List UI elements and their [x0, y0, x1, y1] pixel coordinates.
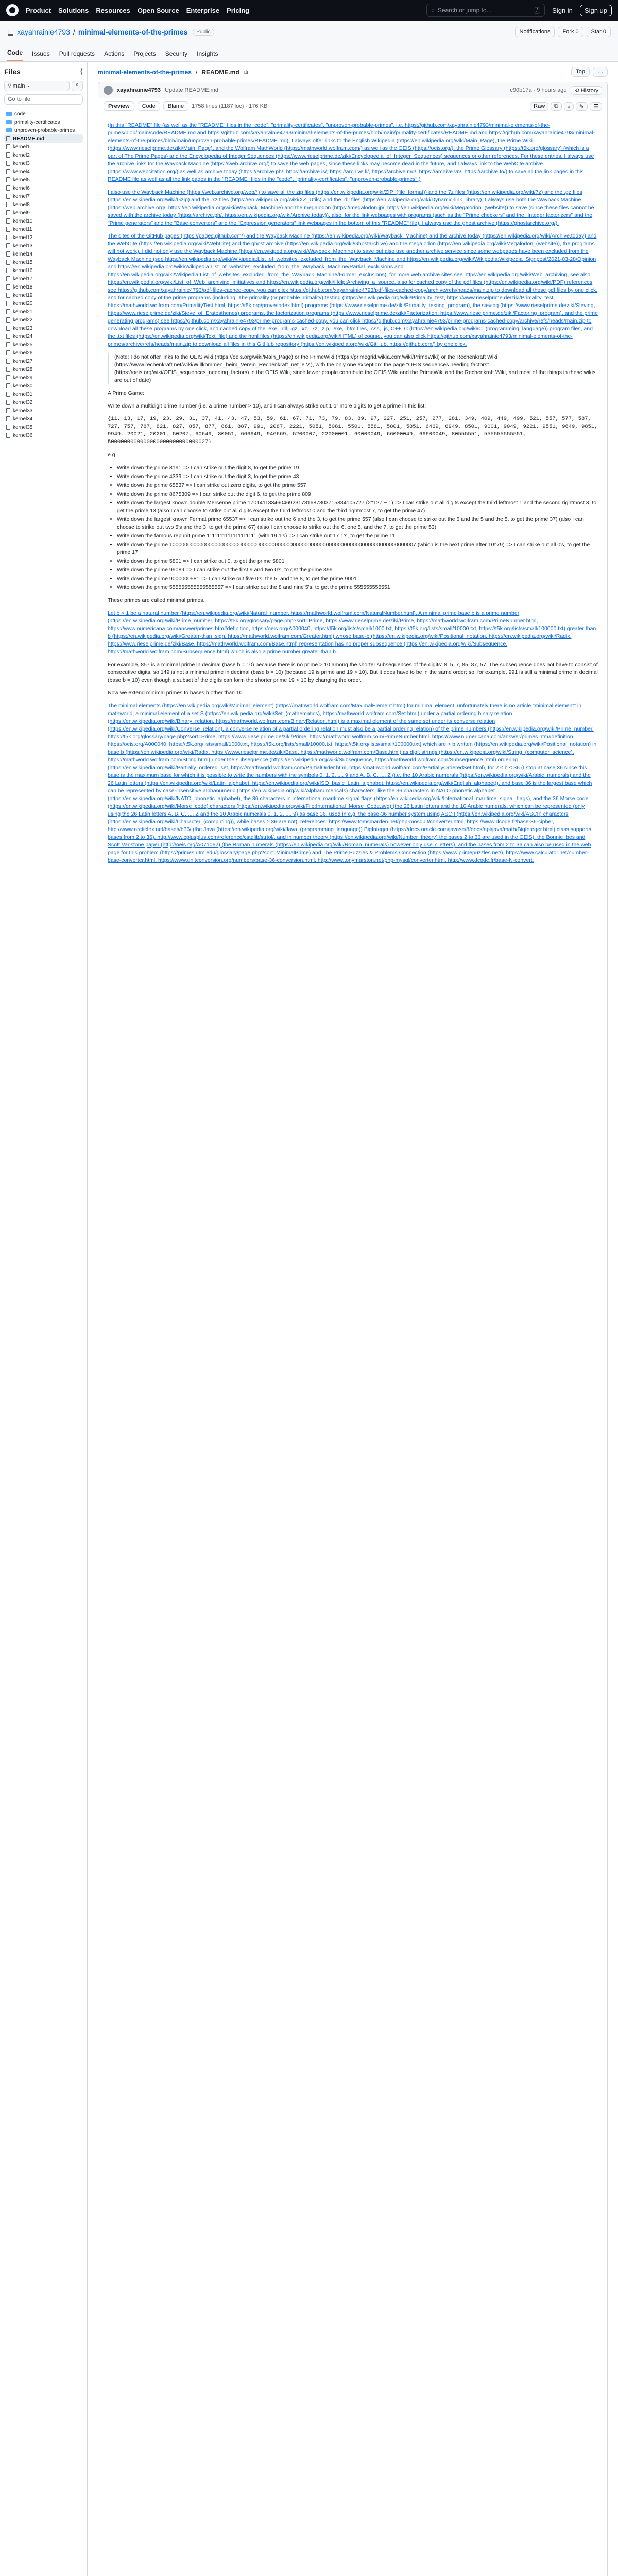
minimal-primes-title: These primes are called minimal primes.	[108, 597, 205, 603]
sidebar-file-item[interactable]	[4, 291, 83, 299]
visibility-badge: Public	[193, 29, 214, 36]
sidebar-folder-item[interactable]	[4, 110, 83, 118]
sidebar-item-label: kernel4	[13, 168, 30, 175]
example-item: • Write down the prime 8191 => I can strike out the digit 8, to get the prime 19	[117, 464, 598, 472]
file-icon	[6, 202, 10, 207]
commit-meta: c90b17a · 9 hours ago	[510, 87, 567, 93]
sidebar-folder-item[interactable]	[4, 126, 83, 134]
sidebar-item-label: kernel16	[13, 267, 33, 274]
sidebar-file-item[interactable]	[4, 341, 83, 349]
sidebar-file-item[interactable]	[4, 283, 83, 291]
example-item: • Write down the largest known Fermat prime 65537 => I can strike out the 6 and the 3, to get the prime 557 (also I can choose to strike out the 6 and the 5 and the 5, to get the prime 37) (also I can choose to strike out two 5's and the 3, to get the prime 67) (also I can choose to strike out the 6, one 5, and the 7, to get the prime 53)	[117, 516, 598, 531]
file-icon	[6, 326, 10, 331]
sidebar-file-item[interactable]	[4, 151, 83, 159]
tab-security[interactable]: Security	[165, 50, 188, 57]
sidebar-item-label: kernel31	[13, 391, 33, 397]
branch-selector[interactable]: ⑂ main ▾	[4, 81, 70, 91]
file-tools	[530, 102, 602, 111]
example-item: • Write down the prime 65537 => I can strike out zero digits, to get the prime 557	[117, 482, 598, 489]
example-item: • Write down the prime 5801 => I can strike out 0, to get the prime 5801	[117, 557, 598, 565]
github-logo-icon[interactable]	[6, 4, 19, 16]
readme-archive-note[interactable]: I also use the Wayback Machine (https://web.archive.org/web/*) to save all the zip files (https://en.wikipedia.org/wiki/ZIP_(file_format)) and the 7z files (https://en.wikipedia.org/wiki/7z) and the .gz files (https://en.wikipedia.org/wiki/Gzip) and the .xz files (https://en.wikipedia.org/wiki/XZ_Utils) and the .dll files (https://en.wikipedia.org/wiki/Dynamic-link_library), I always use both the Wayback Machine (https://web.archive.org/, https://en.wikipedia.org/wiki/Wayback_Machine) and the megalodon (https://megalodon.jp/, https://en.wikipedia.org/wiki/Megalodon_(website)) to save (since these files cannot be saved with the archive today (https://archive.ph/, https://en.wikipedia.org/wiki/Archive.today)), also, for the link webpages with programs (such as the "Prime checkers" and the "Integer factorizers" and the "Prime generators" and the "Base converters" and the "Expression generators" link webpages in the bottom of this "README" file), I always use the ghost archive (https://ghostarchive.org/).	[108, 189, 594, 226]
file-icon	[6, 433, 10, 438]
sidebar-item-label: kernel8	[13, 201, 30, 208]
example-item: • Write down the prime 1000000000000000000000000000000000000000000000000000000000000000000000000000000007 (which is the next prime after 10^79) => I can strike out all 0's, to get the prime 17	[117, 541, 598, 556]
sidebar-file-item[interactable]	[4, 233, 83, 242]
minimal-prime-definition[interactable]: Let b > 1 be a natural number (https://en.wikipedia.org/wiki/Natural_number, https://mathworld.wolfram.com/NaturalNumber.html). A minimal prime base b is a prime number (https://en.wikipedia.org/wiki/Prime_number, https://t5k.org/glossary/page.php?sort=Prime, https://www.rieselprime.de/ziki/Prime, https://mathworld.wolfram.com/PrimeNumber.html, https://www.numericana.com/answer/primes.htm#definition, https://oeis.org/A000040, https://t5k.org/lists/small/1000.txt, https://t5k.org/lists/small/10000.txt, https://t5k.org/lists/small/100000.txt) greater than b (https://en.wikipedia.org/wiki/Greater-than_sign, https://mathworld.wolfram.com/Greater.html) whose base-b (https://en.wikipedia.org/wiki/Positional_notation, https://en.wikipedia.org/wiki/Radix, https://www.rieselprime.de/ziki/Base, https://mathworld.wolfram.com/Base.html) representation has no proper subsequence (https://en.wikipedia.org/wiki/Subsequence, https://mathworld.wolfram.com/Subsequence.html) which is also a prime number greater than b.	[108, 610, 596, 655]
sidebar-file-item[interactable]	[4, 209, 83, 217]
nav-open-source[interactable]: Open Source	[137, 6, 179, 14]
folder-icon	[6, 128, 12, 132]
sidebar-item-label: kernel5	[13, 177, 30, 183]
file-icon	[6, 251, 10, 257]
example-item: • Write down the prime 99089 => I can strike out the first 9 and two 0's, to get the prime 899	[117, 566, 598, 574]
sidebar-file-item[interactable]	[4, 225, 83, 233]
file-icon	[6, 268, 10, 273]
example-item: • Write down the prime 555555555555555557 => I can strike out the 8 and nine 5's, to get the prime 555555555551	[117, 584, 598, 591]
example-item: • Write down the prime 9000000581 => I can strike out five 0's, the 5, and the 8, to get the prime 9001	[117, 575, 598, 583]
copy-raw-icon[interactable]: ⧉	[551, 102, 562, 111]
file-content-box	[98, 98, 608, 2576]
nav-pricing[interactable]: Pricing	[227, 6, 250, 14]
sidebar-file-item[interactable]	[4, 398, 83, 406]
file-icon	[6, 194, 10, 199]
prime-game-title: A Prime Game:	[108, 390, 145, 396]
sidebar-item-label: kernel11	[13, 226, 32, 232]
repo-name-link[interactable]: minimal-elements-of-the-primes	[78, 28, 188, 36]
tab-pull-requests[interactable]: Pull requests	[59, 50, 95, 57]
sidebar-item-label: kernel22	[13, 317, 33, 323]
search-shortcut: /	[534, 7, 540, 14]
file-icon	[6, 152, 10, 158]
sidebar-item-label: kernel13	[13, 243, 33, 249]
example-item: • Write down the prime 4339 => I can strike out the digit 3, to get the prime 43	[117, 473, 598, 481]
search-placeholder: Search or jump to...	[437, 7, 492, 14]
file-icon	[6, 334, 10, 339]
file-icon	[6, 400, 10, 405]
tab-code[interactable]: Code	[7, 49, 23, 61]
raw-button[interactable]: Raw	[530, 102, 548, 111]
sidebar-file-item[interactable]	[4, 299, 83, 308]
notifications-button[interactable]: Notifications	[515, 27, 555, 37]
file-icon	[6, 210, 10, 215]
breadcrumb-separator: /	[196, 68, 198, 76]
sidebar-item-label: README.md	[13, 135, 45, 142]
breadcrumb-file: README.md	[201, 68, 239, 76]
sidebar-file-item[interactable]	[4, 406, 83, 415]
tab-issues[interactable]: Issues	[32, 50, 50, 57]
file-icon	[6, 350, 10, 355]
sidebar-item-label: kernel2	[13, 152, 30, 158]
branch-row	[4, 81, 83, 91]
readme-body	[98, 114, 607, 877]
sidebar-item-label: kernel24	[13, 333, 33, 340]
nav-enterprise[interactable]: Enterprise	[186, 6, 220, 14]
file-icon	[6, 276, 10, 281]
file-icon	[6, 243, 10, 248]
sidebar-file-item[interactable]	[4, 390, 83, 398]
commit-author[interactable]: xayahrainie4793	[117, 87, 161, 93]
sidebar-file-item[interactable]	[4, 275, 83, 283]
file-icon	[6, 218, 10, 224]
file-toolbar	[98, 98, 607, 114]
file-icon	[6, 359, 10, 364]
sidebar-title: Files	[4, 67, 21, 76]
minimal-elements-paragraph[interactable]: The minimal elements (https://en.wikipedia.org/wiki/Minimal_element) (https://mathworld.wolfram.com/MaximalElement.html) for minimal element, unfortunately there is no article "minimal element" in mathworld, a minimal element of a set S (https://en.wikipedia.org/wiki/Set_(mathematics), https://mathworld.wolfram.com/Set.html) under a partial ordering binary relation (https://en.wikipedia.org/wiki/Binary_relation, https://mathworld.wolfram.com/BinaryRelation.html) is a maximal element of the same set under its converse relation (https://en.wikipedia.org/wiki/Converse_relation), a converse relation of a partial ordering relation must also be a partial ordering relation) of the prime numbers (https://en.wikipedia.org/wiki/Prime_number, https://t5k.org/glossary/page.php?sort=Prime, https://www.rieselprime.de/ziki/Prime, https://mathworld.wolfram.com/PrimeNumber.html, https://www.numericana.com/answer/primes.htm#definition, https://oeis.org/A000040, https://t5k.org/lists/small/1000.txt, https://t5k.org/lists/small/10000.txt, https://t5k.org/lists/small/100000.txt) which are > b written (https://en.wikipedia.org/wiki/Positional_notation) in base b (https://en.wikipedia.org/wiki/Radix, https://www.rieselprime.de/ziki/Base, https://mathworld.wolfram.com/Base.html) as digit strings (https://en.wikipedia.org/wiki/String_(computer_science), https://mathworld.wolfram.com/String.html) under the subsequence (https://en.wikipedia.org/wiki/Subsequence, https://mathworld.wolfram.com/Subsequence.html) ordering (https://en.wikipedia.org/wiki/Partially_ordered_set, https://mathworld.wolfram.com/PartialOrder.html, https://mathworld.wolfram.com/PartiallyOrderedSet.html), for 2 ≤ b ≤ 36 (I stop at base 36 since this base is the maximum base for which it is possible to write the numbers with the symbols 0, 1, 2, ..., 9 and A, B, C, ..., Z (i.e. the 10 Arabic numerals (https://en.wikipedia.org/wiki/Arabic_numerals) and the 26 Latin letters (https://en.wikipedia.org/wiki/Latin_alphabet, https://en.wikipedia.org/wiki/ISO_basic_Latin_alphabet, https://en.wikipedia.org/wiki/English_alphabet)), and base 36 is the largest base which can be represented by case-insensitive alphanumeric (https://en.wikipedia.org/wiki/Alphanumericals) characters, like the 36 characters in NATO phonetic alphabet (https://en.wikipedia.org/wiki/NATO_phonetic_alphabet), the 36 characters in international maritime signal flags (https://en.wikipedia.org/wiki/International_maritime_signal_flags), and the 36 Morse code (https://en.wikipedia.org/wiki/Morse_code) characters (https://en.wikipedia.org/wiki/File:International_Morse_Code.svg) (the 26 Latin letters and the 10 Arabic numerals, which can be represented (only using the 26 Latin letters A, B, C, ..., Z and the 10 Arabic numerals 0, 1, 2, ..., 9) as base 36, used in e.g. the base-36 number system using ASCII (https://en.wikipedia.org/wiki/ASCII) characters (https://en.wikipedia.org/wiki/Character_(computing)), while bases ≥ 36 are not), references: https://www.tomsmarden.net/php-mosquit/converter.html, https://www.dcode.fr/base-36-cipher, http://www.arcticfox.net/bases/b36/ (the Java (https://en.wikipedia.org/wiki/Java_(programming_language)) BigInteger (https://docs.oracle.com/javase/8/docs/api/java/math/BigInteger.html) class supports bases from 2 to 36), http://www.cplusplus.com/reference/cstdlib/strtol/, and in number theory (https://en.wikipedia.org/wiki/Number_theory) the bases 2 to 36 are used in the OEIS), the Bonnie Ibes and Scott Vanstone paper (http://oeis.org/A071062) (the Roman numerals (https://en.wikipedia.org/wiki/Roman_numerals) however only use 7 letters), and the bases from 2 to 36 can also be used in the web page for this problem (https://primes.utm.edu/glossary/page.php?sort=MinimalPrime) and The Prime Puzzles & Problems Connection (https://www.primepuzzles.net/), https://www.calculator.net/number-base-converter.html, https://www.unitconversion.org/numbers/base-36-conversion.html, http://www.tonymarston.net/php-mysql/converter.html, http://www.dcode.fr/base-N-convert.	[108, 703, 597, 863]
example-item: • Write down the famous repunit prime 1111111111111111111 (with 19 1's) => I can strike out 17 1's, to get the prime 11	[117, 532, 598, 540]
global-header	[0, 0, 618, 21]
sign-up-button[interactable]: Sign up	[580, 5, 612, 16]
file-icon	[6, 185, 10, 191]
file-icon	[6, 144, 10, 149]
latest-commit-bar	[98, 82, 608, 98]
sidebar-item-label: kernel9	[13, 210, 30, 216]
sidebar-item-label: code	[14, 111, 26, 117]
sidebar-file-item[interactable]	[4, 176, 83, 184]
sidebar-item-label: kernel36	[13, 432, 33, 438]
sidebar-item-label: kernel28	[13, 366, 33, 372]
repo-tabs	[0, 43, 618, 62]
download-icon[interactable]: ⤓	[564, 102, 574, 111]
file-icon	[6, 416, 10, 421]
tab-preview[interactable]: Preview	[104, 101, 134, 111]
file-tree-sidebar	[0, 62, 88, 2576]
breadcrumb-repo[interactable]: minimal-elements-of-the-primes	[98, 68, 192, 76]
examples-label: e.g.	[108, 452, 117, 458]
sidebar-file-item[interactable]	[4, 250, 83, 258]
file-icon	[6, 375, 10, 380]
sidebar-item-label: kernel3	[13, 160, 30, 166]
breadcrumb	[98, 67, 608, 77]
sidebar-file-item[interactable]	[4, 167, 83, 176]
file-icon	[6, 301, 10, 306]
file-icon	[6, 235, 10, 240]
sidebar-file-item[interactable]	[4, 415, 83, 423]
file-icon	[6, 293, 10, 298]
sidebar-file-item[interactable]	[4, 365, 83, 374]
sidebar-file-item[interactable]	[4, 423, 83, 431]
sidebar-item-label: kernel19	[13, 292, 33, 298]
tab-code-view[interactable]: Code	[138, 101, 160, 111]
sidebar-file-item[interactable]	[4, 143, 83, 151]
file-icon	[6, 342, 10, 347]
outline-icon[interactable]: ☰	[590, 102, 602, 111]
sidebar-item-label: kernel18	[13, 284, 33, 290]
repo-icon: ▤	[7, 27, 14, 36]
sidebar-item-label: primality-certificates	[14, 119, 60, 125]
repo-separator: /	[73, 28, 75, 36]
nav-product[interactable]: Product	[26, 6, 52, 14]
readme-intro[interactable]: (In this "README" file (as well as the "README" files in the "code", "primality-certificates", "unproven-probable-primes", i.e. https://github.com/xayahrainie4793/minimal-elements-of-the-primes/blob/main/code/README.md and https://github.com/xayahrainie4793/minimal-elements-of-the-primes/blob/main/primality-certificates/README.md and https://github.com/xayahrainie4793/minimal-elements-of-the-primes/blob/main/unproven-probable-primes/README.md), I always offer links to the English Wikipedia (https://en.wikipedia.org/wiki/Main_Page), the Prime Wiki (https://www.rieselprime.de/ziki/Main_Page), and the Wolfram MathWorld (https://mathworld.wolfram.com/) as well as the OEIS (https://oeis.org/), the Prime Glossary (https://t5k.org/glossary) (which is a part of The Prime Pages) and the Encyclopedia of Integer Sequences (https://www.rieselprime.de/ziki/Encyclopedia_of_Integer_Sequences) sequences or other references. For these entries, I always use the archive links for the Wayback Machine (https://web.archive.org/) to save the web pages, since these links may become dead in the future, and I always link to the WebCite archive (https://www.webcitation.org/) as well as archive.today (https://archive.ph/, https://archive.is/, https://archive.li/, https://archive.md/, https://archive.vn/, https://archive.fo/) to save all the link pages in this README file as well as all the link pages in the "README" files in the "code", "primality-certificates", "unproven-probable-primes".)	[108, 122, 595, 182]
sidebar-file-item[interactable]	[4, 431, 83, 439]
nav-resources[interactable]: Resources	[96, 6, 130, 14]
file-icon	[6, 260, 10, 265]
sidebar-item-label: kernel23	[13, 325, 33, 331]
more-options-icon[interactable]: ⋯	[593, 67, 608, 77]
file-icon	[6, 317, 10, 323]
file-tree	[4, 110, 83, 439]
copy-path-icon[interactable]: ⧉	[243, 68, 248, 75]
sidebar-file-item[interactable]	[4, 266, 83, 275]
sidebar-item-label: kernel26	[13, 350, 33, 356]
sidebar-item-label: kernel14	[13, 251, 33, 257]
sidebar-item-label: kernel20	[13, 300, 33, 307]
sidebar-item-label: kernel32	[13, 399, 33, 405]
file-icon	[6, 309, 10, 314]
main-area	[0, 62, 618, 2576]
sidebar-file-item[interactable]	[4, 159, 83, 167]
sidebar-item-label: kernel27	[13, 358, 33, 364]
history-label: History	[580, 87, 598, 94]
examples-list	[117, 464, 598, 591]
prime-game-text: Write down a multidigit prime number (i.e. a prime number > 10), and I can always strike out 1 or more digits to get a prime in this list:	[108, 403, 426, 409]
sidebar-file-item[interactable]	[4, 258, 83, 266]
sidebar-file-item[interactable]	[4, 134, 83, 143]
example-item: • Write down the largest known double Mersenne prime 170141183460469231731687303715884105727 (2^127 − 1) => I can strike out all digits except the third leftmost 1 and the second rightmost 3, to get the prime 13 (also I can choose to strike out all digits except the third leftmost 0 and the third rightmost 7, to get the prime 47)	[117, 499, 598, 515]
sign-in-link[interactable]: Sign in	[552, 6, 573, 14]
repo-actions	[515, 27, 611, 37]
file-icon	[6, 367, 10, 372]
sidebar-item-label: kernel7	[13, 193, 30, 199]
file-icon	[6, 161, 10, 166]
history-button[interactable]: ⟲ History	[571, 86, 602, 95]
sidebar-header	[4, 67, 83, 76]
tab-actions[interactable]: Actions	[104, 50, 125, 57]
sidebar-file-item[interactable]	[4, 349, 83, 357]
sidebar-item-label: kernel1	[13, 144, 30, 150]
sidebar-item-label: kernel29	[13, 375, 33, 381]
go-to-file-input[interactable]: Go to file	[4, 94, 83, 105]
file-icon	[6, 392, 10, 397]
sidebar-file-item[interactable]	[4, 357, 83, 365]
sidebar-file-item[interactable]	[4, 192, 83, 200]
sidebar-item-label: kernel25	[13, 342, 33, 348]
star-button[interactable]: Star 0	[587, 27, 611, 37]
sidebar-item-label: kernel15	[13, 259, 33, 265]
sidebar-file-item[interactable]	[4, 308, 83, 316]
collapse-sidebar-icon[interactable]: ⟨	[80, 67, 83, 75]
file-icon	[6, 425, 10, 430]
sidebar-file-item[interactable]	[4, 200, 83, 209]
repo-owner-link[interactable]: xayahrainie4793	[17, 28, 70, 36]
global-search-input[interactable]	[426, 4, 545, 17]
search-icon: ⌕	[431, 6, 435, 14]
file-stats: 1758 lines (1187 loc) · 176 KB	[192, 103, 268, 109]
sidebar-item-label: kernel35	[13, 424, 33, 430]
sidebar-item-label: kernel30	[13, 383, 33, 389]
file-icon	[6, 177, 10, 182]
sidebar-file-item[interactable]	[4, 324, 83, 332]
sidebar-item-label: kernel10	[13, 218, 33, 224]
sidebar-file-item[interactable]	[4, 332, 83, 341]
example-item: • Write down the prime 8675309 => I can strike out the digit 6, to get the prime 809	[117, 490, 598, 498]
file-icon	[6, 136, 10, 141]
extension-note: Now we extend minimal primes to bases b other than 10.	[108, 690, 244, 696]
file-icon	[6, 408, 10, 413]
sidebar-file-item[interactable]	[4, 184, 83, 192]
sidebar-file-item[interactable]	[4, 382, 83, 390]
global-nav	[26, 7, 249, 14]
example-paragraph: For example, 857 is a minimal prime in decimal (base b = 10) because there is no prime > 10 among the shorter subsequences of the digits: 8, 5, 7, 85, 87, 57. The subsequence does not have to consist of consecutive digits, so 149 is not a minimal prime in decimal (base b = 10) (because 19 is prime and 19 > 10). But it does have to be in the same order; so, for example, 991 is still a minimal prime in decimal (base b = 10) even though a subset of the digits can form the shorter prime 19 > 10 by changing the order.	[108, 662, 598, 683]
sidebar-item-label: kernel17	[13, 276, 33, 282]
commit-message[interactable]: Update README.md	[165, 87, 218, 93]
sidebar-item-label: unproven-probable-primes	[14, 127, 75, 133]
folder-icon	[6, 112, 12, 116]
sidebar-folder-item[interactable]	[4, 118, 83, 126]
top-button[interactable]: Top	[571, 67, 590, 77]
edit-icon[interactable]: ✎	[576, 102, 588, 111]
search-files-icon[interactable]: ⌕	[72, 81, 83, 91]
file-view	[88, 62, 618, 2576]
prime-list: {11, 13, 17, 19, 23, 29, 31, 37, 41, 43, 47, 53, 59, 61, 67, 71, 73, 79, 83, 89, 97, 227, 251, 257, 277, 281, 349, 409, 449, 499, 521, 557, 577, 587, 727, 757, 787, 821, 827, 857, 877, 881, 887, 991, 2087, 2221, 5051, 5081, 5501, 5581, 5801, 5851, 6469, 6949, 8501, 9001, 9049, 9221, 9551, 9649, 9851, 9949, 20021, 20201, 50207, 60649, 80051, 666649, 946669, 5200007, 22000001, 60000049, 66000049, 66600049, 80555551, 555555555551, 5000000000000000000000000000027}	[108, 416, 598, 445]
sidebar-file-item[interactable]	[4, 242, 83, 250]
sidebar-item-label: kernel34	[13, 416, 33, 422]
fork-button[interactable]: Fork 0	[558, 27, 583, 37]
avatar[interactable]	[104, 86, 113, 95]
file-icon	[6, 169, 10, 174]
file-icon	[6, 383, 10, 388]
readme-oeis-note: (Note: I do not offer links to the OEIS wiki (https://oeis.org/wiki/Main_Page) or the PrimeWiki (https://primegrid.wikia.com/wiki/PrimeWiki) or the Rechenkraft Wiki (https://www.rechenkraft.net/wiki/Willkommen_beim_Verein_Rechenkraft_net_e.V.), with the only one exception: the page "OEIS sequences needing factors" (https://oeis.org/wiki/OEIS_sequences_needing_factors) in the OEIS Wiki, since fewer people contribute the OEIS Wiki and the PrimeWiki and the Rechenkraft Wiki, and most of the things in these wikis are out of date)	[108, 353, 598, 384]
sidebar-item-label: kernel12	[13, 234, 33, 241]
sidebar-file-item[interactable]	[4, 217, 83, 225]
file-icon	[6, 284, 10, 290]
readme-sites-note[interactable]: The sites of the GitHub pages (https://pages.github.com/) and the Wayback Machine (https://en.wikipedia.org/wiki/Wayback_Machine) and the archive.today (https://en.wikipedia.org/wiki/Archive.today) and the WebCite (https://en.wikipedia.org/wiki/WebCite) and the ghost archive (https://en.wikipedia.org/wiki/Ghostarchive) and the megalodon (https://en.wikipedia.org/wiki/Megalodon_(website)), the programs will not work), I did not only use the Wayback Machine (https://en.wikipedia.org/wiki/Wayback_Machine) to save but also use another archive service since some webpages have been excluded from the Wayback Machine (see https://en.wikipedia.org/wiki/Wikipedia:List_of_websites_excluded_from_the_Wayback_Machine and https://en.wikipedia.org/wiki/Wikipedia:Wikipedia_Signpost/2021-03-28/Opinion and https://en.wikipedia.org/wiki/Wikipedia:List_of_websites_excluded_from_the_Wayback_Machine/Partial_exclusions and https://en.wikipedia.org/wiki/Wikipedia:List_of_websites_excluded_from_the_Wayback_Machine/Former_exclusions), for more web archive sites see https://en.wikipedia.org/wiki/Web_archiving, see also https://en.wikipedia.org/wiki/List_of_Web_archiving_initiatives and https://en.wikipedia.org/wiki/Help:Archiving_a_source, also for cached copy of the pdf files (https://en.wikipedia.org/wiki/PDF) references see https://github.com/xayahrainie4793/pdf-files-cached-copy, you can click https://github.com/xayahrainie4793/pdf-files-cached-copy/archive/refs/heads/main.zip to download all these pdf files by one click, and for cached copy of the prime programs (including: The primality (or probable primality) testing (https://en.wikipedia.org/wiki/Primality_test, https://www.rieselprime.de/ziki/Primality_test, https://mathworld.wolfram.com/PrimalityTest.html, https://t5k.org/prove/index.html) programs (https://www.rieselprime.de/ziki/Primality_testing_program), the sieving (https://www.rieselprime.de/ziki/Sieving, https://www.rieselprime.de/ziki/Sieve_of_Eratosthenes) programs, the factorization programs (https://www.rieselprime.de/ziki/Factorization, https://www.rieselprime.de/ziki/Factoring_program), and the prime generating programs) see https://github.com/xayahrainie4793/prime-programs-cached-copy, you can click https://github.com/xayahrainie4793/prime-programs-cached-copy/archive/refs/heads/main.zip to download all these programs by one click, and cached copy of the .exe, .dll, .gz, .xz, .7z, .zip, .exe, .htm files, .css, .js, C++, C (https://en.wikipedia.org/wiki/C_(programming_language)) program files, and the .txt files (https://en.wikipedia.org/wiki/Text_file) and the html files (https://en.wikipedia.org/wiki/HTML) of course, you can also click https://github.com/xayahrainie4793/minimal-elements-of-the-primes/archive/refs/heads/main.zip to download all files in this GitHub repository (https://en.wikipedia.org/wiki/GitHub, https://github.com/) by one click.	[108, 233, 598, 347]
branch-name: main	[12, 83, 25, 89]
tab-projects[interactable]: Projects	[133, 50, 156, 57]
sidebar-file-item[interactable]	[4, 374, 83, 382]
sidebar-item-label: kernel33	[13, 408, 33, 414]
sidebar-item-label: kernel6	[13, 185, 30, 191]
file-icon	[6, 227, 10, 232]
nav-solutions[interactable]: Solutions	[58, 6, 89, 14]
sidebar-file-item[interactable]	[4, 316, 83, 324]
folder-icon	[6, 120, 12, 124]
tab-insights[interactable]: Insights	[197, 50, 218, 57]
breadcrumb-actions	[571, 67, 608, 77]
tab-blame[interactable]: Blame	[163, 101, 188, 111]
sidebar-item-label: kernel21	[13, 309, 33, 315]
repo-header	[0, 21, 618, 43]
